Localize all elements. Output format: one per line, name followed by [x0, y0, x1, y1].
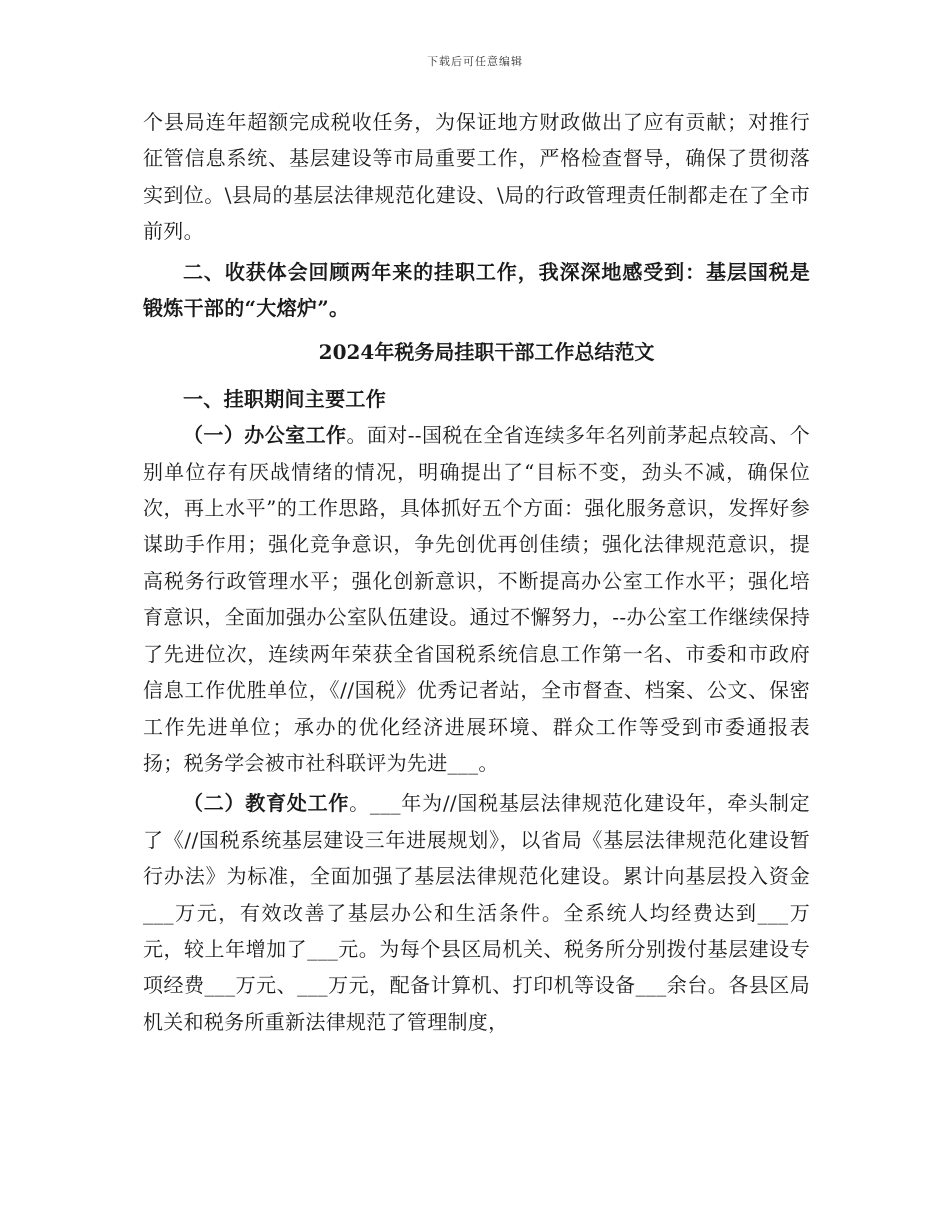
education-work-paragraph [143, 785, 810, 1040]
education-work-label: （二）教育处工作 [183, 791, 350, 816]
section-one-heading: 一、挂职期间主要工作 [183, 386, 386, 411]
office-work-text: 。面对--国税在全省连续多年名列前茅起点较高、个别单位存有厌战情绪的情况，明确提出了“目标不变，劲头不减，确保位次，再上水平”的工作思路，具体抓好五个方面：强化服务意识，发挥好参谋助手作用；强化竞争意识，争先创优再创佳绩；强化法律规范意识，提高税务行政管理水平；强化创新意识，不断提高办公室工作水平；强化培育意识，全面加强办公室队伍建设。通过不懈努力，--办公室工作继续保持了先进位次，连续两年荣获全省国税系统信息工作第一名、市委和市政府信息工作优胜单位，《//国税》优秀记者站，全市督查、档案、公文、保密工作先进单位；承办的优化经济进展环境、群众工作等受到市委通报表扬；税务学会被市社科联评为先进___。 [143, 423, 810, 775]
document-body [143, 104, 810, 1040]
intro-paragraph: 个县局连年超额完成税收任务，为保证地方财政做出了应有贡献；对推行征管信息系统、基层建设等市局重要工作，严格检查督导，确保了贯彻落实到位。\县局的基层法律规范化建设、\局的行政管理责任制都走在了全市前列。 [143, 110, 810, 244]
office-work-paragraph [143, 417, 810, 781]
office-work-label: （一）办公室工作 [183, 423, 347, 448]
document-title: 2024年税务局挂职干部工作总结范文 [318, 340, 655, 365]
education-work-text: 。___年为//国税基层法律规范化建设年，牵头制定了《//国税系统基层建设三年进展规划》，以省局《基层法律规范化建设暂行办法》为标准，全面加强了基层法律规范化建设。累计向基层投入资金___万元，有效改善了基层办公和生活条件。全系统人均经费达到___万元，较上年增加了___元。为每个县区局机关、税务所分别拨付基层建设专项经费___万元、___万元，配备计算机、打印机等设备___余台。各县区局机关和税务所重新法律规范了管理制度， [143, 791, 810, 1034]
header-note: 下载后可任意编辑 [427, 55, 523, 68]
harvest-paragraph: 二、收获体会回顾两年来的挂职工作，我深深地感受到：基层国税是锻炼干部的“大熔炉”。 [143, 259, 810, 321]
